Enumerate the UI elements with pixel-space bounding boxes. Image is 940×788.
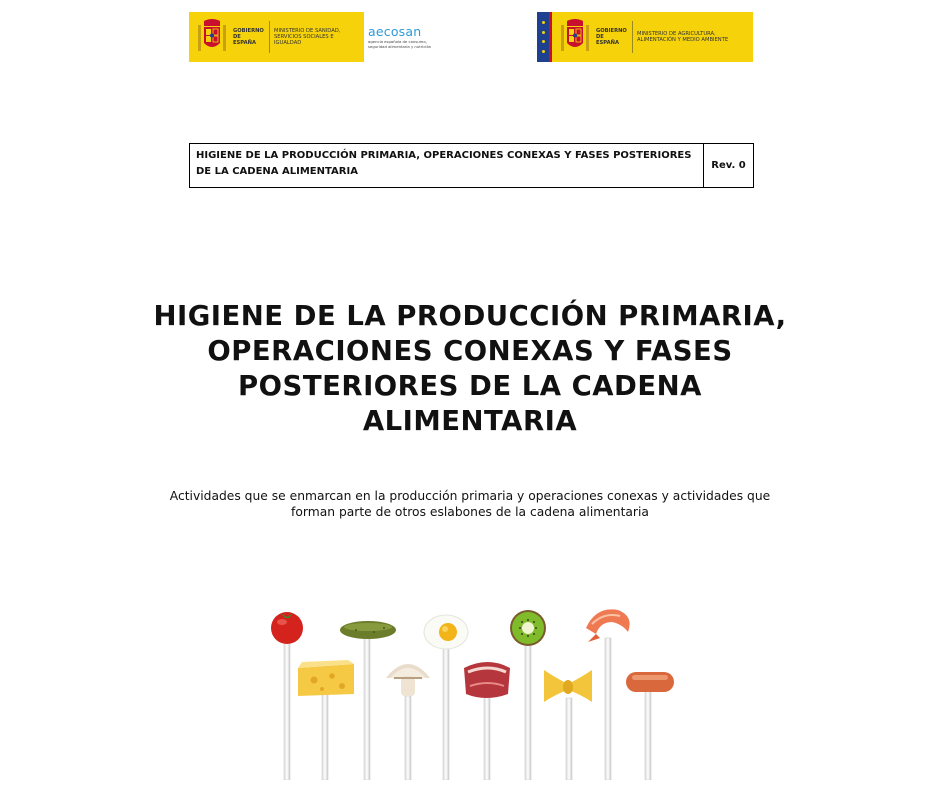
ministry-agriculture-logo [552,12,753,62]
logo-divider [632,21,633,53]
government-label: GOBIERNO DE ESPAÑA [596,28,627,46]
spain-coat-of-arms-icon [558,17,592,57]
shrimp-icon [586,609,630,642]
government-label: GOBIERNO DE ESPAÑA [233,28,264,46]
eu-flag-icon [537,12,549,62]
mushroom-icon [386,664,430,696]
aecosan-wordmark: aecosan [368,24,422,40]
logo-divider [269,21,270,53]
ministry-health-logo [189,12,364,62]
pasta-bow-icon [544,670,592,702]
spain-coat-of-arms-icon [195,17,229,57]
document-subtitle: Actividades que se enmarcan en la producción primaria y operaciones conexas y actividades que forman parte de otros eslabones de la cadena alimentaria [169,489,771,519]
ministry-label: MINISTERIO DE SANIDAD, SERVICIOS SOCIALES E IGUALDAD [274,28,341,46]
right-logo-banner [537,12,753,62]
document-title: HIGIENE DE LA PRODUCCIÓN PRIMARIA, OPERACIONES CONEXAS Y FASES POSTERIORES DE LA CADENA ALIMENTARIA [153,300,787,437]
cheese-icon [298,660,354,696]
kiwi-icon [510,610,546,646]
ham-icon [464,662,510,698]
egg-icon [424,615,468,649]
aecosan-tagline: agencia española de consumo, seguridad alimentaria y nutrición [368,39,432,49]
left-logo-banner [189,12,442,62]
header-table-title: HIGIENE DE LA PRODUCCIÓN PRIMARIA, OPERACIONES CONEXAS Y FASES POSTERIORES DE LA CADENA ALIMENTARIA [190,144,704,187]
ministry-label: MINISTERIO DE AGRICULTURA, ALIMENTACIÓN Y MEDIO AMBIENTE [637,31,729,43]
tomato-icon [271,612,303,644]
sausage-icon [626,672,674,692]
food-on-forks-illustration [262,598,682,780]
revision-label: Rev. 0 [711,160,746,171]
aecosan-logo [364,12,442,62]
header-table [189,143,754,188]
pickle-icon [340,621,396,639]
